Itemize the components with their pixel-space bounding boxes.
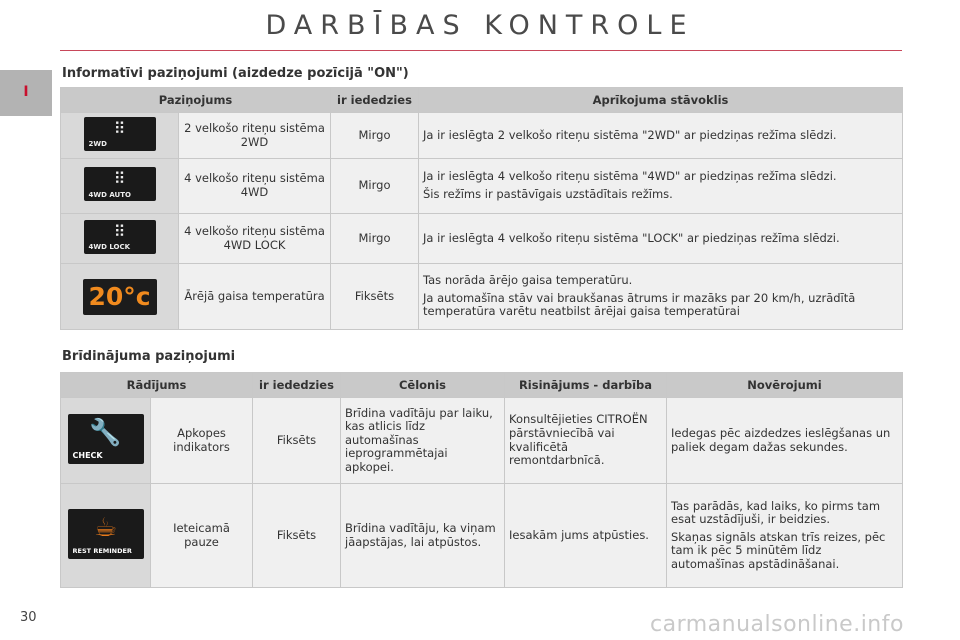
col-header-lit: ir iededzies [331, 88, 419, 113]
table-row [61, 484, 903, 588]
chapter-tab-label: I [23, 84, 29, 100]
status-description [419, 214, 903, 264]
display-name: Apkopes indikators [151, 398, 253, 484]
notes-text: Tas parādās, kad laiks, ko pirms tam esat uzstādījuši, ir beidzies. [671, 498, 881, 527]
icon-caption: REST REMINDER [72, 547, 132, 556]
description-text: Tas norāda ārējo gaisa temperatūru. [423, 273, 633, 288]
page-title: DARBĪBAS KONTROLE [265, 10, 695, 41]
description-text: Ja ir ieslēgta 4 velkošo riteņu sistēma "LOCK" ar piedziņas režīma slēdzi. [423, 230, 840, 245]
table-row [61, 264, 903, 330]
status-description [419, 159, 903, 214]
col-header-status: Aprīkojuma stāvoklis [419, 88, 903, 113]
col-header-lit: ir iededzies [253, 373, 341, 398]
lit-state: Fiksēts [253, 398, 341, 484]
watermark: carmanualsonline.info [650, 612, 904, 637]
action-text: Iesakām jums atpūsties. [505, 484, 667, 588]
service-wrench-icon: 🔧 CHECK [68, 414, 144, 464]
notice-name: 2 velkošo riteņu sistēma 2WD [179, 113, 331, 159]
chapter-tab [0, 70, 52, 116]
col-header-action: Risinājums - darbība [505, 373, 667, 398]
page-number: 30 [20, 610, 37, 625]
warning-table-header [61, 373, 903, 398]
lit-state: Fiksēts [331, 264, 419, 330]
icon-caption: CHECK [72, 451, 103, 461]
info-table [60, 87, 903, 330]
outside-temperature-icon: 20°c [83, 279, 157, 315]
table-row [61, 398, 903, 484]
cause-text: Brīdina vadītāju par laiku, kas atlicis līdz automašīnas ieprogrammētajai apkopei. [341, 398, 505, 484]
status-description [419, 113, 903, 159]
action-text: Konsultējieties CITROËN pārstāvniecībā vai kvalificētā remontdarbnīcā. [505, 398, 667, 484]
notes-cell [667, 484, 903, 588]
4wd-auto-mode-icon: ⠿ 4WD AUTO [84, 167, 156, 201]
lit-state: Fiksēts [253, 484, 341, 588]
status-description [419, 264, 903, 330]
lit-state: Mirgo [331, 214, 419, 264]
lit-state: Mirgo [331, 159, 419, 214]
cause-text: Brīdina vadītāju, ka viņam jāapstājas, lai atpūstos. [341, 484, 505, 588]
notice-name: 4 velkošo riteņu sistēma 4WD [179, 159, 331, 214]
info-table-header [61, 88, 903, 113]
table-row [61, 214, 903, 264]
icon-caption: 2WD [88, 140, 107, 149]
icon-caption: 4WD LOCK [88, 243, 131, 252]
coffee-cup-icon: ☕ REST REMINDER [68, 509, 144, 559]
notes-text: Skaņas signāls atskan trīs reizes, pēc tam ik pēc 5 minūtēm līdz automašīnas apstādināšanai. [671, 529, 886, 571]
table-row [61, 113, 903, 159]
4wd-lock-mode-icon: ⠿ 4WD LOCK [84, 220, 156, 254]
title-divider [60, 50, 902, 51]
description-text: Ja ir ieslēgta 4 velkošo riteņu sistēma "4WD" ar piedziņas režīma slēdzi. [423, 169, 837, 184]
table-row [61, 159, 903, 214]
notes-text: Iedegas pēc aizdedzes ieslēgšanas un paliek degam dažas sekundes. [671, 425, 891, 454]
warning-section-heading: Brīdinājuma paziņojumi [62, 349, 236, 364]
col-header-cause: Cēlonis [341, 373, 505, 398]
icon-caption: 4WD AUTO [88, 190, 131, 199]
display-name: Ieteicamā pauze [151, 484, 253, 588]
col-header-notes: Novērojumi [667, 373, 903, 398]
description-text: Šis režīms ir pastāvīgais uzstādītais režīms. [423, 187, 673, 201]
2wd-mode-icon: ⠿ 2WD [84, 117, 156, 151]
description-text: Ja automašīna stāv vai braukšanas ātrums ir mazāks par 20 km/h, uzrādītā temperatūra varētu neatbilst ārējai gaisa temperatūrai [423, 290, 856, 319]
col-header-display: Rādījums [61, 373, 253, 398]
warning-table [60, 372, 903, 588]
notice-name: Ārējā gaisa temperatūra [179, 264, 331, 330]
col-header-notice: Paziņojums [61, 88, 331, 113]
notice-name: 4 velkošo riteņu sistēma 4WD LOCK [179, 214, 331, 264]
notes-cell [667, 398, 903, 484]
info-section-heading: Informatīvi paziņojumi (aizdedze pozīcijā "ON") [62, 66, 409, 81]
lit-state: Mirgo [331, 113, 419, 159]
description-text: Ja ir ieslēgta 2 velkošo riteņu sistēma "2WD" ar piedziņas režīma slēdzi. [423, 127, 837, 142]
